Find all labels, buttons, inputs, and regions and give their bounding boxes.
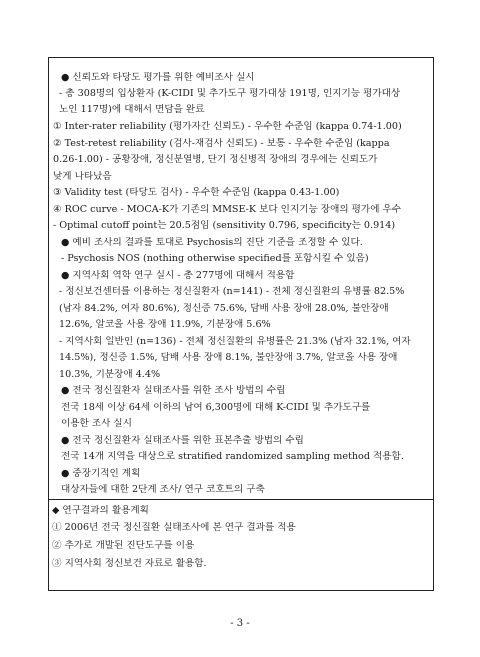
text-line-28: ① 2006년 전국 정신질환 실태조사에 본 연구 결과를 적용 [52, 522, 296, 533]
text-line-14: - 정신보건센터를 이용하는 정신질환자 (n=141) - 전체 정신질환의 유병률 82.5% [59, 286, 405, 297]
text-line-6: 0.26-1.00) - 공황장애, 정신분열병, 단기 정신병적 장애의 경우에는 신뢰도가 [53, 154, 378, 165]
text-line-21: 전국 18세 이상 64세 이하의 남여 6,300명에 대해 K-CIDI 및 추가도구를 [61, 402, 371, 413]
section-divider [49, 499, 433, 500]
text-line-19: 10.3%, 기분장애 4.4% [59, 369, 161, 380]
text-line-2: - 총 308명의 입상환자 (K-CIDI 및 추가도구 평가대상 191명, 인지기능 평가대상 [59, 88, 401, 99]
text-line-13: ● 지역사회 역학 연구 실시 - 총 277명에 대해서 적용함 [61, 270, 295, 281]
text-line-23: ● 전국 정신질환자 실태조사를 위한 표본추출 방법의 수립 [61, 435, 304, 446]
text-line-27: ◆ 연구결과의 활용계획 [52, 505, 149, 516]
text-line-10: - Optimal cutoff point는 20.5점임 (sensitivity 0.796, specificity는 0.914) [53, 220, 396, 231]
text-line-8: ③ Validity test (타당도 검사) - 우수한 수준임 (kappa 0.43-1.00) [53, 187, 340, 198]
text-line-25: ● 중장기적인 계획 [61, 468, 141, 479]
text-line-24: 전국 14개 지역을 대상으로 stratified randomized sampling method 적용함. [61, 451, 404, 462]
text-line-15: (남자 84.2%, 여자 80.6%), 정신증 75.6%, 담배 사용 장애 28.0%, 불안장애 [59, 303, 389, 314]
text-line-4: ① Inter-rater reliability (평가자간 신뢰도) - 우수한 수준임 (kappa 0.74-1.00) [53, 121, 402, 132]
text-line-26: 대상자들에 대한 2단계 조사/ 연구 코호트의 구축 [61, 484, 265, 495]
text-line-30: ③ 지역사회 정신보건 자료로 활용함. [52, 558, 207, 569]
content-frame [48, 57, 434, 591]
text-line-29: ② 추가로 개발된 진단도구를 이용 [52, 540, 195, 551]
text-line-1: ● 신뢰도와 타당도 평가를 위한 예비조사 실시 [61, 72, 255, 83]
text-line-22: 이용한 조사 실시 [61, 418, 132, 429]
text-line-5: ② Test-retest reliability (검사-재검사 신뢰도) - 보통 - 우수한 수준임 (kappa [53, 138, 390, 149]
text-line-9: ④ ROC curve - MOCA-K가 기존의 MMSE-K 보다 인지기능 장애의 평가에 우수 [53, 204, 402, 215]
text-line-12: - Psychosis NOS (nothing otherwise specified를 포함시킬 수 있음) [61, 253, 369, 264]
text-line-20: ● 전국 정신질환자 실태조사를 위한 조사 방법의 수립 [61, 385, 286, 396]
text-line-17: - 지역사회 일반인 (n=136) - 전체 정신질환의 유병률은 21.3% (남자 32.1%, 여자 [59, 336, 411, 347]
text-line-11: ● 예비 조사의 결과를 토대로 Psychosis의 진단 기준을 조정할 수 있다. [61, 237, 363, 248]
text-line-7: 낮게 나타났음 [53, 171, 112, 182]
page-number: - 3 - [230, 618, 250, 629]
text-line-16: 12.6%, 알코올 사용 장애 11.9%, 기분장애 5.6% [59, 319, 271, 330]
text-line-3: 노인 117명)에 대해서 면담을 완료 [59, 104, 205, 115]
text-line-18: 14.5%), 정신증 1.5%, 담배 사용 장애 8.1%, 불안장애 3.7%, 알코올 사용 장애 [59, 352, 398, 363]
